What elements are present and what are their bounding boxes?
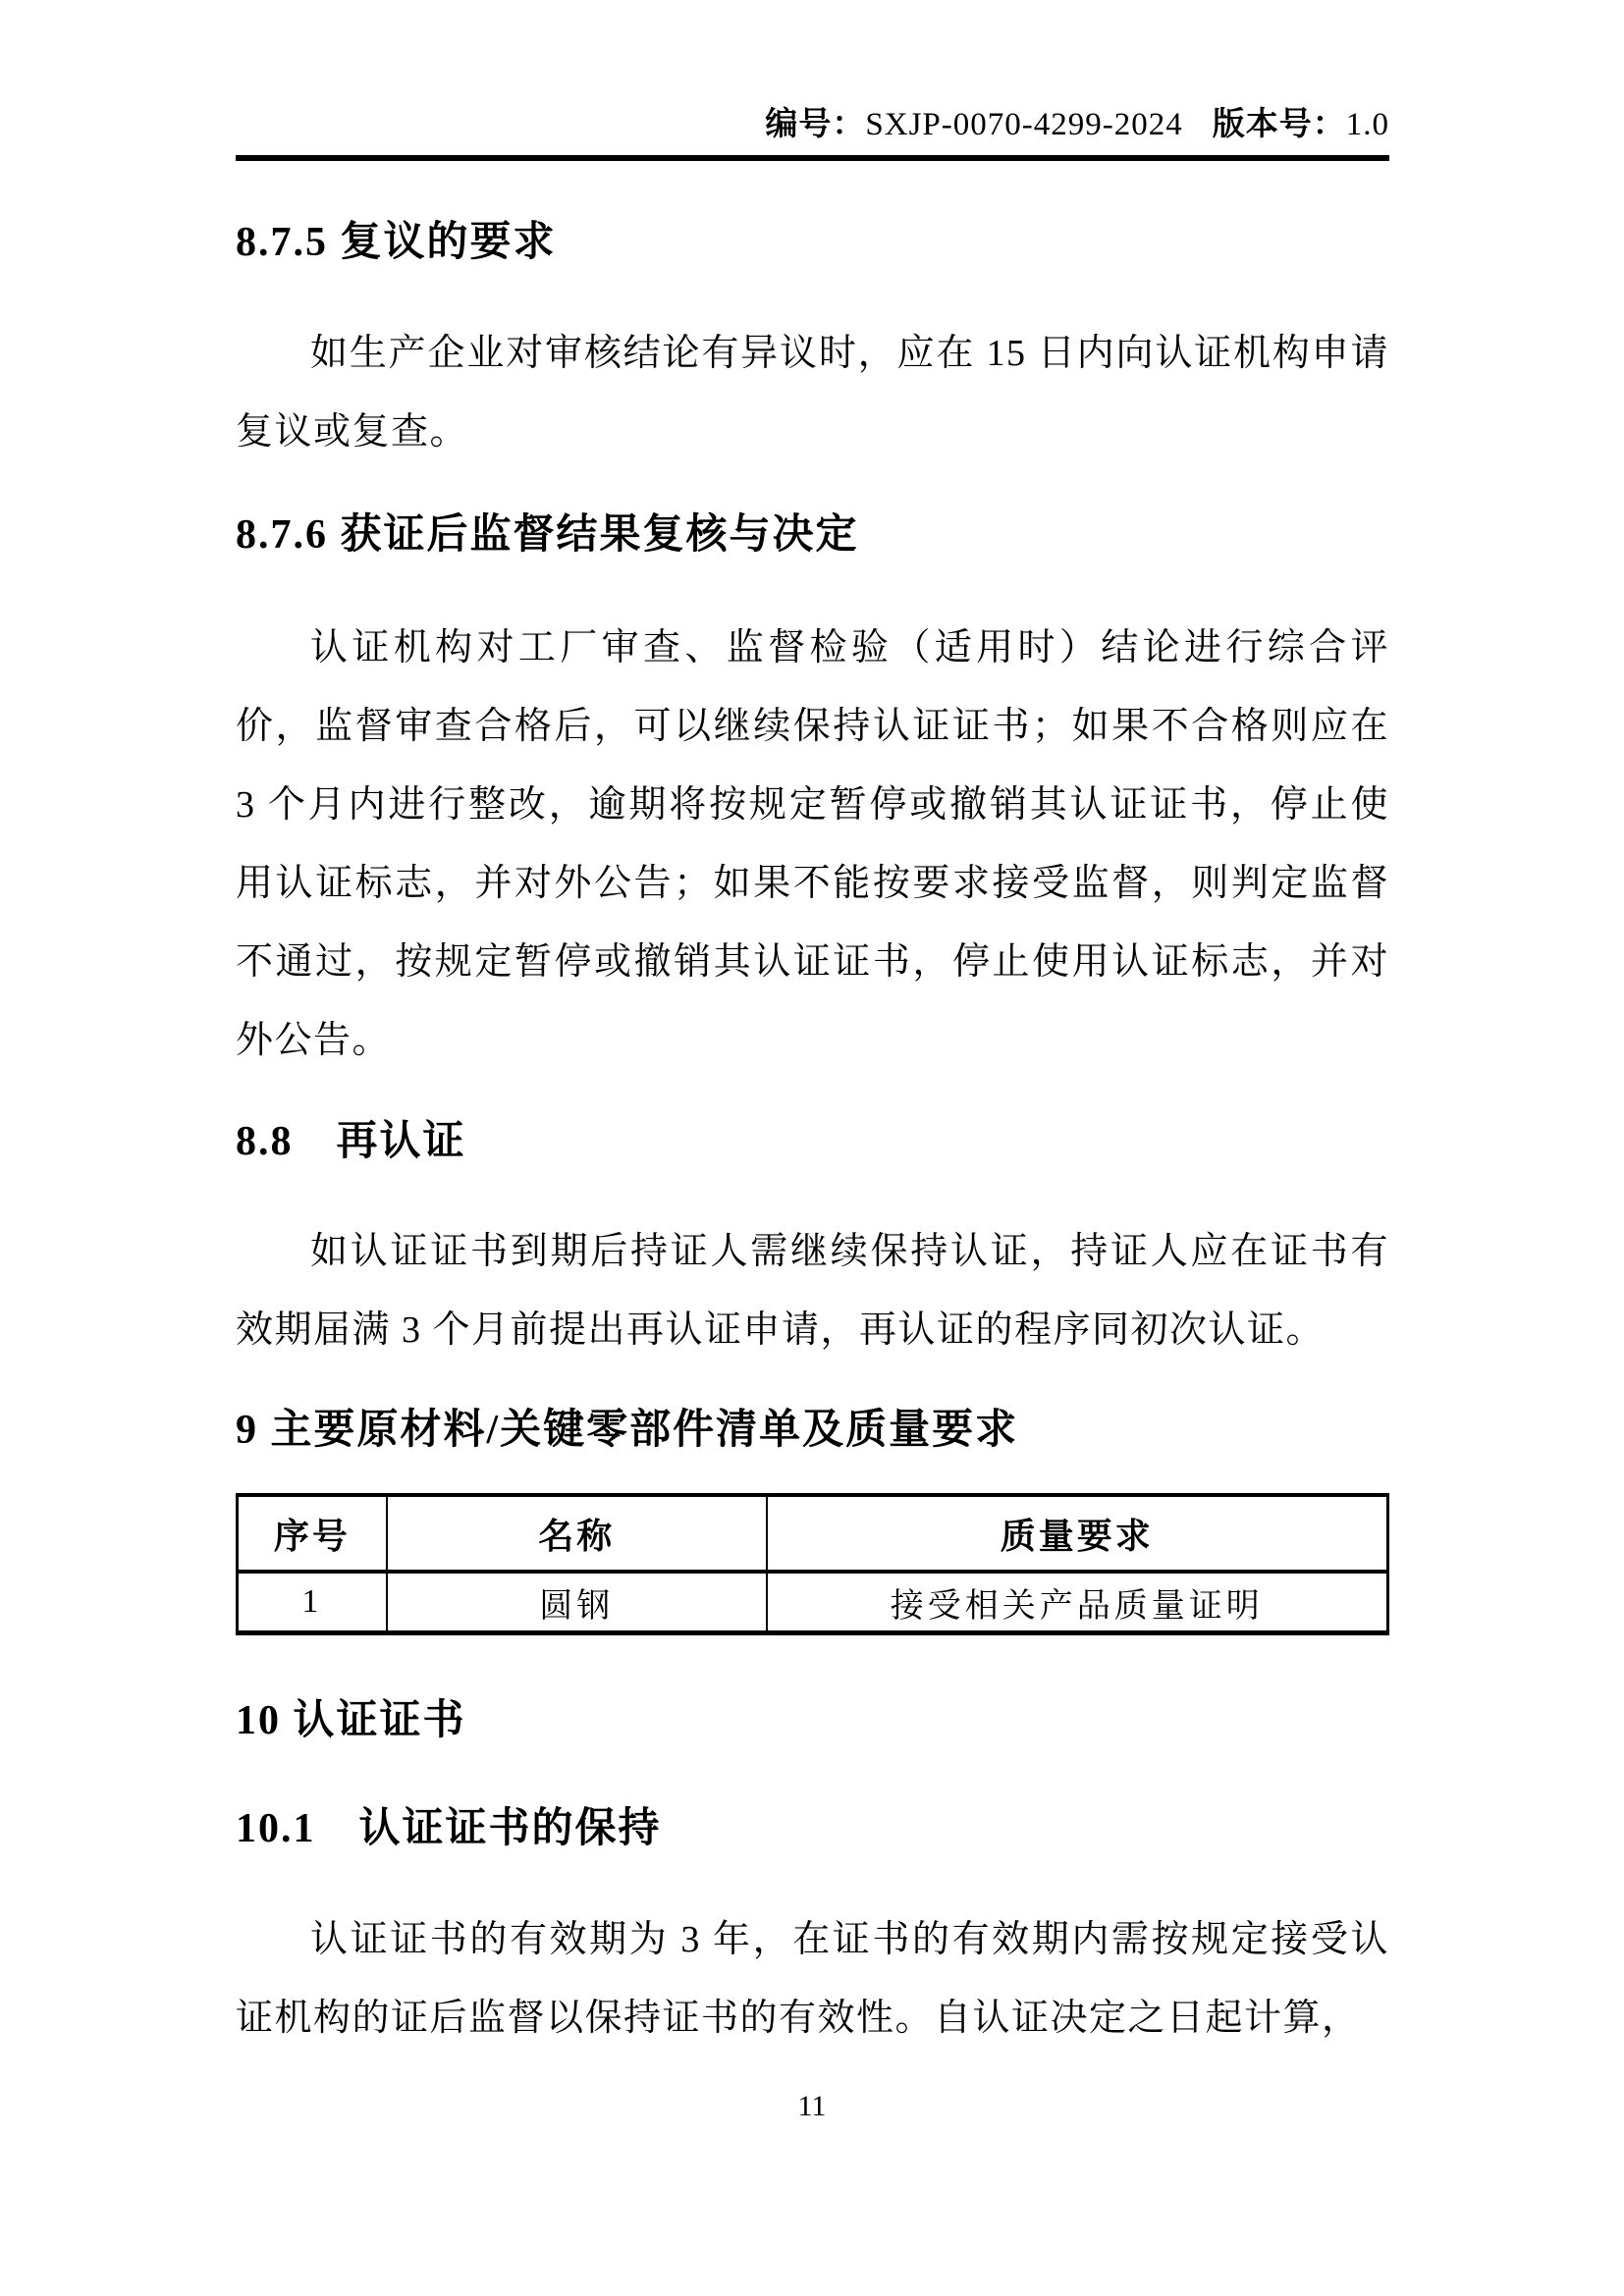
table-cell-name: 圆钢 xyxy=(387,1572,767,1633)
heading-9: 9 主要原材料/关键零部件清单及质量要求 xyxy=(236,1408,1019,1453)
doc-number-value: SXJP-0070-4299-2024 xyxy=(865,107,1183,142)
heading-8-8: 8.8 再认证 xyxy=(236,1119,466,1164)
materials-table xyxy=(236,1493,1389,1635)
table-cell-quality: 接受相关产品质量证明 xyxy=(767,1572,1388,1633)
paragraph-10-1: 认证证书的有效期为 3 年，在证书的有效期内需按规定接受认证机构的证后监督以保持证书的有效性。自认证决定之日起计算， xyxy=(236,1919,1389,2039)
table-row xyxy=(238,1572,1388,1633)
paragraph-8-7-5: 如生产企业对审核结论有异议时，应在 15 日内向认证机构申请复议或复查。 xyxy=(236,333,1389,453)
heading-10-1: 10.1 认证证书的保持 xyxy=(236,1806,662,1851)
table-header-row xyxy=(238,1495,1388,1572)
header-rule xyxy=(236,155,1389,161)
table-cell-seq: 1 xyxy=(238,1572,387,1633)
version-value: 1.0 xyxy=(1345,107,1389,142)
heading-8-7-6: 8.7.6 获证后监督结果复核与决定 xyxy=(236,512,859,558)
table-header-quality: 质量要求 xyxy=(767,1495,1388,1572)
paragraph-8-8: 如认证证书到期后持证人需继续保持认证，持证人应在证书有效期届满 3 个月前提出再认证申请，再认证的程序同初次认证。 xyxy=(236,1231,1389,1351)
doc-number-label: 编号： xyxy=(765,107,866,142)
paragraph-8-7-6: 认证机构对工厂审查、监督检验（适用时）结论进行综合评价，监督审查合格后，可以继续保持认证证书；如果不合格则应在 3 个月内进行整改，逾期将按规定暂停或撤销其认证证书，停止使用认证标志，并对外公告；如果不能按要求接受监督，则判定监督不通过，按规定暂停或撤销其认证证书，停止使用认证标志，并对外公告。 xyxy=(236,627,1400,1061)
page-number: 11 xyxy=(797,2090,827,2122)
version-label: 版本号： xyxy=(1212,107,1346,142)
table-header-seq: 序号 xyxy=(238,1495,387,1572)
page-footer xyxy=(0,2087,1624,2126)
table-header-name: 名称 xyxy=(387,1495,767,1572)
page-header xyxy=(236,102,1389,147)
heading-10: 10 认证证书 xyxy=(236,1698,466,1743)
heading-8-7-5: 8.7.5 复议的要求 xyxy=(236,220,557,265)
